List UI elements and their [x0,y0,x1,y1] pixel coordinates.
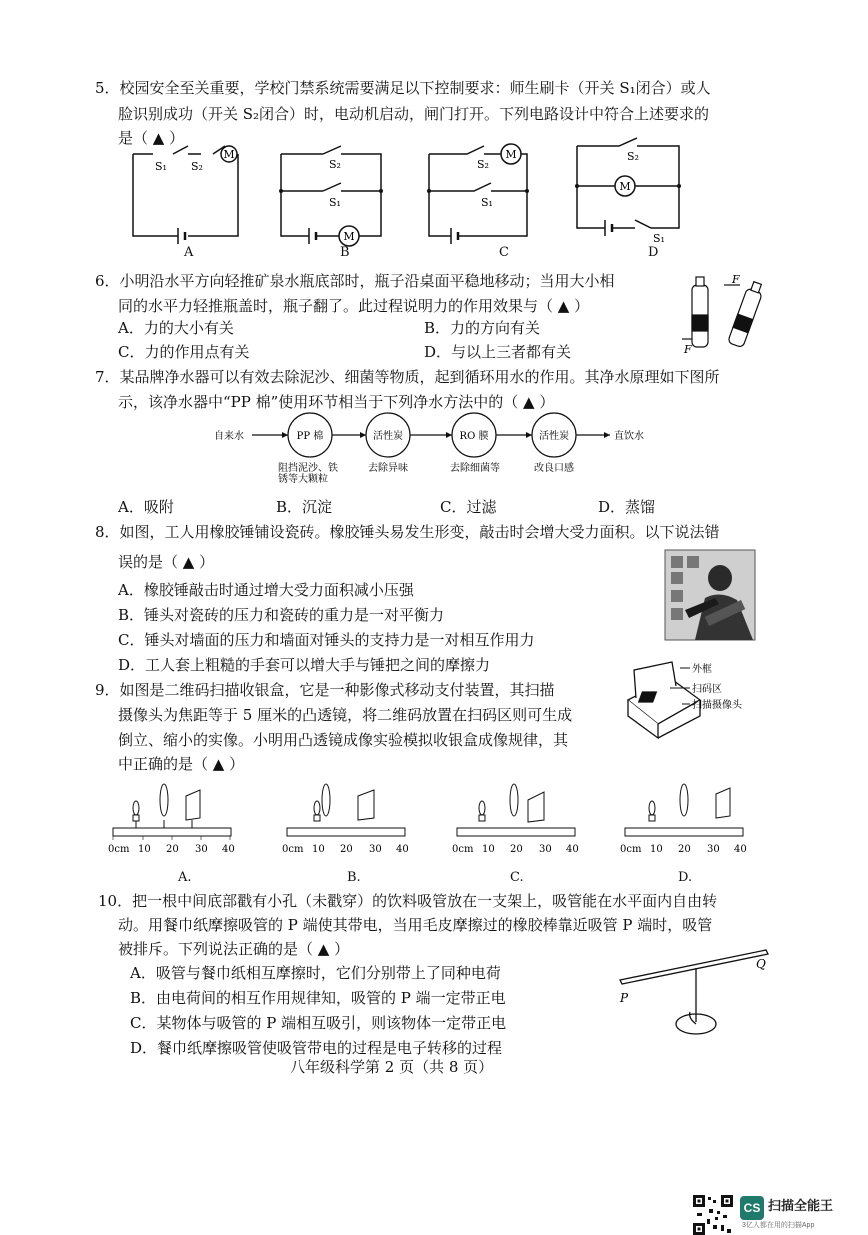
watermark-subtitle: 3亿人都在用的扫描App [742,1222,815,1229]
q8-line1: 8．如图，工人用橡胶锤铺设瓷砖。橡胶锤头易发生形变，敲击时会增大受力面积。以下说法错 [95,523,720,541]
s1-label-b: S₁ [329,196,341,209]
q7-option-d: D．蒸馏 [598,498,656,516]
q9-line1: 9．如图是二维码扫描收银盒，它是一种影像式移动支付装置，其扫描 [95,681,555,699]
note-carbon-1: 去除异味 [368,463,408,474]
tick-20-d: 20 [678,844,691,855]
q8-option-c: C．锤头对墙面的压力和墙面对锤头的支持力是一对相互作用力 [118,631,535,649]
straw-stand-diagram [618,940,778,1040]
circuit-b-label: B [340,245,350,260]
force-label-1: F [684,343,692,356]
s2-label-a: S₂ [191,160,203,173]
bench-b-label: B. [347,870,361,885]
q8-option-b: B．锤头对瓷砖的压力和瓷砖的重力是一对平衡力 [118,606,445,624]
tick-10-a: 10 [138,844,151,855]
tick-0-a: 0cm [108,844,130,855]
tick-20-b: 20 [340,844,353,855]
optical-bench-a [108,780,238,860]
note-ro: 去除细菌等 [450,463,500,474]
tick-30-c: 30 [539,844,552,855]
scanner-device [620,660,760,740]
q9-line2: 摄像头为焦距等于 5 厘米的凸透镜，将二维码放置在扫码区则可生成 [118,706,573,724]
label-camera: 扫描摄像头 [692,700,742,711]
q6-option-b: B．力的方向有关 [424,319,541,337]
q7-option-c: C．过滤 [440,498,497,516]
bench-a-label: A. [178,870,192,885]
optical-bench-d [620,780,750,860]
circuit-b-diagram [281,146,391,241]
q8-option-a: A．橡胶锤敲击时通过增大受力面积减小压强 [118,581,414,599]
tick-40-d: 40 [734,844,747,855]
node-ro: RO 膜 [459,431,489,442]
q10-line3: 被排斥。下列说法正确的是（ ▲ ） [118,940,350,958]
s1-label-c: S₁ [481,196,493,209]
motor-label-d: M [619,180,631,193]
label-frame: 外框 [692,664,712,675]
circuit-d-diagram [577,138,687,245]
q7-line2: 示，该净水器中“PP 棉”使用环节相当于下列净水方法中的（ ▲ ） [118,393,555,411]
tick-10-b: 10 [312,844,325,855]
q10-option-c: C．某物体与吸管的 P 端相互吸引，则该物体一定带正电 [130,1014,507,1032]
q9-line4: 中正确的是（ ▲ ） [118,755,245,773]
q6-option-c: C．力的作用点有关 [118,343,250,361]
q5-line1: 5．校园安全至关重要，学校门禁系统需要满足以下控制要求：师生刷卡（开关 S₁闭合）或人 [95,79,711,97]
q7-option-b: B．沉淀 [276,498,333,516]
tick-30-d: 30 [707,844,720,855]
page-footer: 八年级科学第 2 页（共 8 页） [290,1058,494,1076]
tick-20-a: 20 [166,844,179,855]
circuit-c-diagram [429,146,539,241]
circuit-c-label: C [499,245,509,260]
note-carbon-2: 改良口感 [534,463,574,474]
q10-option-a: A．吸管与餐巾纸相互摩擦时，它们分别带上了同种电荷 [130,964,501,982]
node-carbon-2: 活性炭 [539,431,569,442]
q7-option-a: A．吸附 [118,498,174,516]
tick-40-b: 40 [396,844,409,855]
bench-d-label: D. [678,870,693,885]
q8-line2: 误的是（ ▲ ） [118,553,215,571]
s1-label-a: S₁ [155,160,167,173]
note-pp-1: 阻挡泥沙、铁 [278,463,338,474]
q6-line2: 同的水平力轻推瓶盖时，瓶子翻了。此过程说明力的作用效果与（ ▲ ） [118,297,590,315]
motor-label-b: M [343,230,355,243]
s2-label-c: S₂ [477,158,489,171]
motor-label-c: M [505,148,517,161]
qr-code-icon [693,1195,733,1235]
q10-line2: 动。用餐巾纸摩擦吸管的 P 端使其带电，当用毛皮摩擦过的橡胶棒靠近吸管 P 端时，吸管 [118,916,713,934]
motor-label-a: M [223,148,235,161]
flow-in-label: 自来水 [214,431,244,442]
tick-30-a: 30 [195,844,208,855]
q5-line2: 脸识别成功（开关 S₂闭合）时，电动机启动，闸门打开。下列电路设计中符合上述要求的 [118,105,710,123]
q10-option-b: B．由电荷间的相互作用规律知，吸管的 P 端一定带正电 [130,989,506,1007]
circuit-d-label: D [648,245,659,260]
tick-0-d: 0cm [620,844,642,855]
circuit-a-diagram [133,146,243,241]
optical-bench-c [452,780,582,860]
tick-20-c: 20 [510,844,523,855]
label-scan-area: 扫码区 [692,684,722,695]
optical-bench-b [282,780,412,860]
note-pp-2: 锈等大颗粒 [278,474,328,485]
end-p-label: P [620,991,629,1005]
tick-0-c: 0cm [452,844,474,855]
tick-10-c: 10 [482,844,495,855]
node-carbon-1: 活性炭 [373,431,403,442]
q8-option-d: D．工人套上粗糙的手套可以增大手与锤把之间的摩擦力 [118,656,491,674]
worker-photo [665,550,755,640]
s2-label-b: S₂ [329,158,341,171]
q9-line3: 倒立、缩小的实像。小明用凸透镜成像实验模拟收银盒成像规律，其 [118,731,569,749]
node-pp: PP 棉 [296,431,324,442]
q5-line3: 是（ ▲ ） [118,129,185,147]
q6-line1: 6．小明沿水平方向轻推矿泉水瓶底部时，瓶子沿桌面平稳地移动；当用大小相 [95,272,615,290]
water-purifier-flow [210,413,670,483]
bottle-diagram [680,275,780,360]
tick-10-d: 10 [650,844,663,855]
q7-line1: 7．某品牌净水器可以有效去除泥沙、细菌等物质，起到循环用水的作用。其净水原理如下图所 [95,368,720,386]
flow-out-label: 直饮水 [614,431,644,442]
force-label-2: F [732,273,740,286]
circuit-a-label: A [184,245,194,260]
s2-label-d: S₂ [627,150,639,163]
cs-logo-icon: CS [740,1196,764,1220]
q6-option-d: D．与以上三者都有关 [424,343,572,361]
end-q-label: Q [756,957,766,971]
bench-c-label: C. [510,870,524,885]
q10-line1: 10．把一根中间底部戳有小孔（未戳穿）的饮料吸管放在一支架上，吸管能在水平面内自由转 [98,892,718,910]
q6-option-a: A．力的大小有关 [118,319,234,337]
s1-label-d: S₁ [653,232,665,245]
q10-option-d: D．餐巾纸摩擦吸管使吸管带电的过程是电子转移的过程 [130,1039,503,1057]
watermark-title: 扫描全能王 [768,1198,834,1213]
tick-30-b: 30 [369,844,382,855]
tick-40-c: 40 [566,844,579,855]
tick-40-a: 40 [222,844,235,855]
tick-0-b: 0cm [282,844,304,855]
